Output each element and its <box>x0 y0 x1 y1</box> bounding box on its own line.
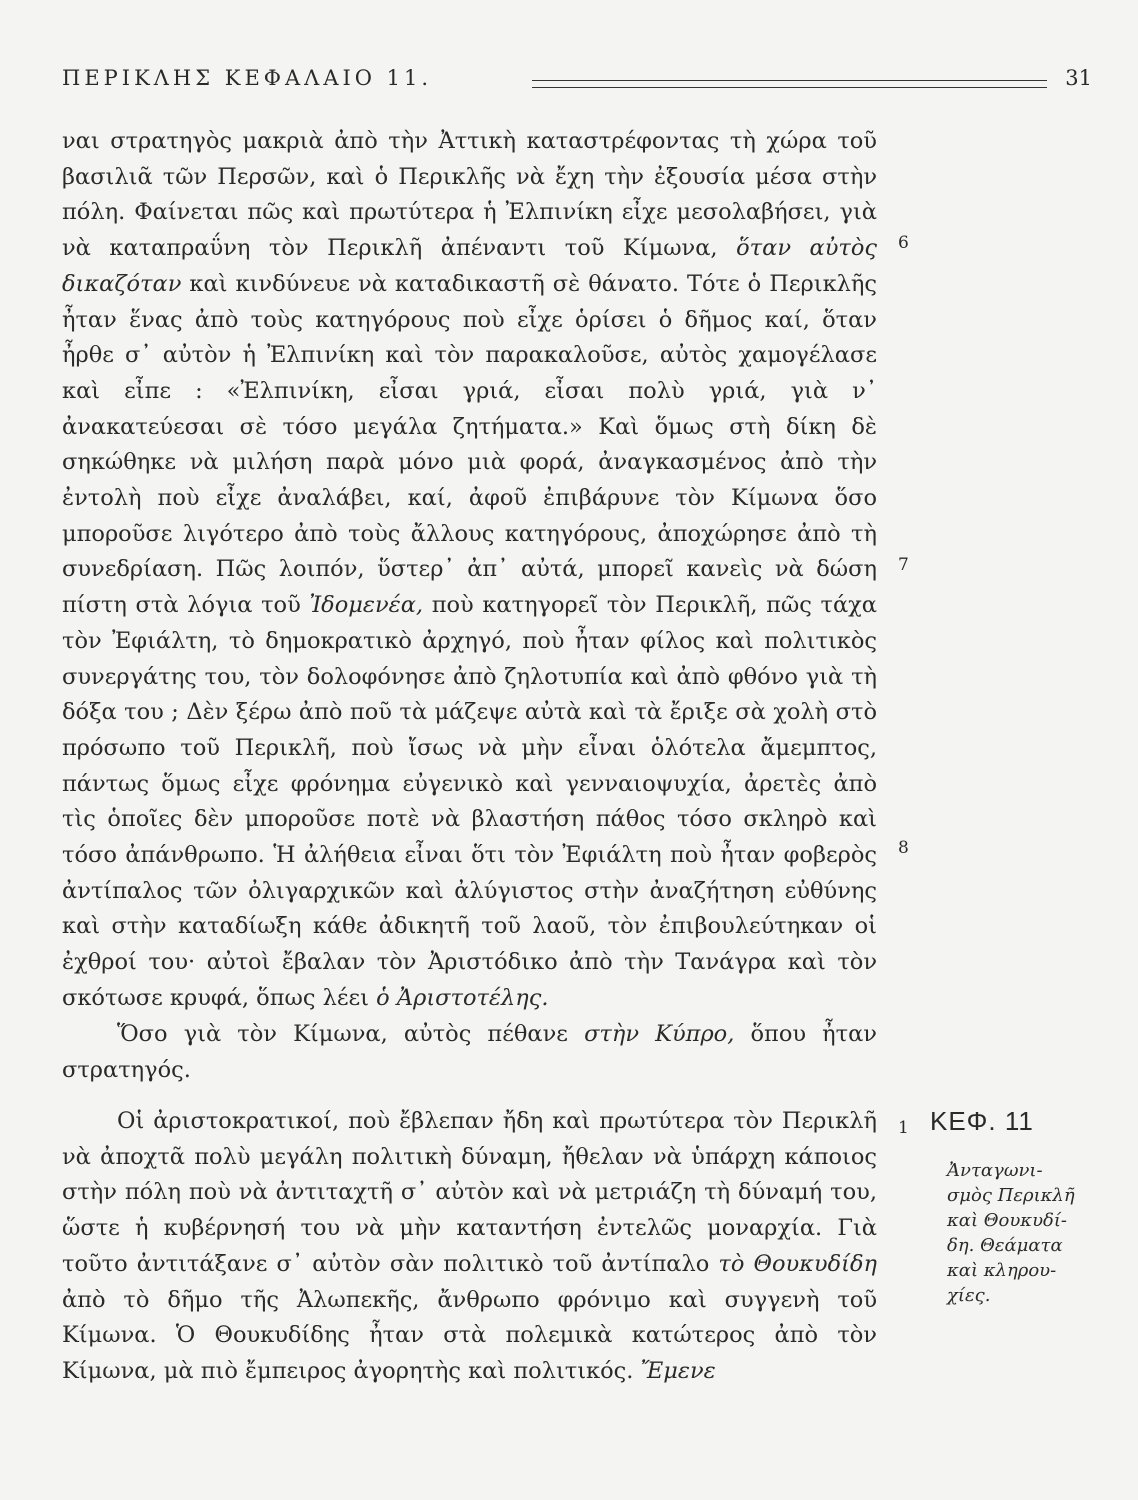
text-run: ἀπὸ τὸ δῆμο τῆς Ἀλωπεκῆς, ἄνθρωπο φρόνιμο καὶ συγγενὴ τοῦ Κίμωνα. Ὁ Θουκυδίδης ἦταν στὰ πολεμικὰ κατώτερος ἀπὸ τὸν Κίμωνα, μὰ πιὸ ἔμπειρος ἀγορητὴς καὶ πολιτικός. <box>62 1286 877 1384</box>
sidenote-text <box>947 1158 1097 1308</box>
margin-number: 8 <box>898 838 909 858</box>
italic-name: ὁ Ἀριστοτέλης. <box>376 984 549 1011</box>
italic-name: Ἰδομενέα, <box>309 592 424 619</box>
text-run: Οἱ ἀριστοκρατικοί, ποὺ ἔβλεπαν ἤδη καὶ πρωτύτερα τὸν Περικλῆ νὰ ἀποχτᾶ πολὺ μεγάλη πολιτικὴ δύναμη, ἤθελαν νὰ ὑπάρχη κάποιος στὴν πόλη ποὺ νὰ ἀντιταχτῆ σ᾽ αὐτὸν καὶ νὰ μετριάζη τὴ δύναμή του, ὥστε ἡ κυβέρνησή του νὰ μὴν καταντήση ἐντελῶς μοναρχία. Γιὰ τοῦτο ἀντιτάξανε σ᾽ αὐτὸν σὰν πολιτικὸ τοῦ ἀντίπαλο <box>62 1108 877 1277</box>
text-run: ποὺ κατηγορεῖ τὸν Περικλῆ, πῶς τάχα τὸν Ἐφιάλτη, τὸ δημοκρατικὸ ἀρχηγό, ποὺ ἦταν φίλος καὶ πολιτικὸς συνεργάτης του, τὸν δολοφόνησε ἀπὸ ζηλοτυπία καὶ ἀπὸ φθόνο γιὰ τὴ δόξα του ; Δὲν ξέρω ἀπὸ ποῦ τὰ μάζεψε αὐτὰ καὶ τὰ ἔριξε σὰ χολὴ στὸ πρόσωπο τοῦ Περικλῆ, ποὺ ἴσως νὰ μὴν εἶναι ὁλότελα ἄμεμπτος, πάντως ὅμως εἶχε φρόνημα εὐγενικὸ καὶ γενναιοψυχία, ἀρετὲς ἀπὸ τὶς ὁποῖες δὲν μποροῦσε ποτὲ νὰ βλαστήση πάθος τόσο σκληρὸ καὶ τόσο ἀπάνθρωπο. Ἡ ἀλήθεια εἶναι ὅτι τὸν Ἐφιάλτη ποὺ ἦταν φοβερὸς ἀντίπαλος τῶν ὀλιγαρχικῶν καὶ ἀλύγιστος στὴν ἀναζήτηση εὐθύνης καὶ στὴν καταδίωξη κάθε ἀδικητῆ τοῦ λαοῦ, τὸν ἐπιβουλεύτηκαν οἱ ἐχθροί του· αὐτοὶ ἔβαλαν τὸν Ἀριστόδικο ἀπὸ τὴν Τανάγρα καὶ τὸν σκότωσε κρυφά, ὅπως λέει <box>62 592 878 1011</box>
italic-phrase: ὅταν αὐτὸς δικαζόταν <box>62 235 877 297</box>
sidenote-line: σμὸς Περικλῆ <box>947 1185 1075 1206</box>
running-header <box>62 66 1092 100</box>
sidenote-line: καὶ Θουκυδί- <box>947 1210 1067 1231</box>
page-number: 31 <box>1065 66 1092 90</box>
italic-phrase: στὴν Κύπρο, <box>584 1021 735 1047</box>
paragraph-3 <box>62 1104 877 1390</box>
text-run: ναι στρατηγὸς μακριὰ ἀπὸ τὴν Ἀττικὴ καταστρέφοντας τὴ χώρα τοῦ βασιλιᾶ τῶν Περσῶν, καὶ ὁ Περικλῆς νὰ ἔχη τὴν ἐξουσία μέσα στὴν πόλη. Φαίνεται πῶς καὶ πρωτύτερα ἡ Ἐλπινίκη εἶχε μεσολαβήσει, γιὰ νὰ καταπραΰνη τὸν Περικλῆ ἀπέναντι τοῦ Κίμωνα, <box>62 128 877 262</box>
sidenote-line: δη. Θεάματα <box>947 1235 1063 1256</box>
header-double-rule <box>532 80 1047 88</box>
sidenote-line: Ἀνταγωνι- <box>947 1160 1043 1181</box>
italic-name: τὸ Θουκυδίδη <box>718 1250 877 1277</box>
running-title: ΠΕΡΙΚΛΗΣ ΚΕΦΑΛΑΙΟ 11. <box>62 66 433 90</box>
margin-number: 6 <box>898 233 909 253</box>
italic-word: Ἔμενε <box>640 1357 716 1384</box>
text-run: ὅπου ἦταν στρατηγός. <box>62 1021 877 1083</box>
paragraph-1 <box>62 124 877 1017</box>
paragraph-2 <box>62 1017 877 1088</box>
sidenote-title: ΚΕΦ. 11 <box>930 1106 1034 1136</box>
margin-number: 7 <box>898 555 909 575</box>
text-run: Ὅσο γιὰ τὸν Κίμωνα, αὐτὸς πέθανε <box>117 1021 585 1047</box>
sidenote-line: χίες. <box>947 1285 991 1306</box>
text-run: καὶ κινδύνευε νὰ καταδικαστῆ σὲ θάνατο. Τότε ὁ Περικλῆς ἦταν ἕνας ἀπὸ τοὺς κατηγόρους ποὺ εἶχε ὁρίσει ὁ δῆμος καί, ὅταν ἦρθε σ᾽ αὐτὸν ἡ Ἐλπινίκη καὶ τὸν παρακαλοῦσε, αὐτὸς χαμογέλασε καὶ εἶπε : «Ἐλπινίκη, εἶσαι γριά, εἶσαι πολὺ γριά, γιὰ ν᾽ ἀνακατεύεσαι σὲ τόσο μεγάλα ζητήματα.» Καὶ ὅμως στὴ δίκη δὲ σηκώθηκε νὰ μιλήση παρὰ μόνο μιὰ φορά, ἀναγκασμένος ἀπὸ τὴν ἐντολὴ ποὺ εἶχε ἀναλάβει, καί, ἀφοῦ ἐπιβάρυνε τὸν Κίμωνα ὅσο μποροῦσε λιγότερο ἀπὸ τοὺς ἄλλους κατηγόρους, ἀποχώρησε ἀπὸ τὴ συνεδρίαση. Πῶς λοιπόν, ὕστερ᾽ ἀπ᾽ αὐτά, μπορεῖ κανεὶς νὰ δώση πίστη στὰ λόγια τοῦ <box>62 270 877 619</box>
sidenote-line: καὶ κληρου- <box>947 1260 1057 1281</box>
margin-number: 1 <box>898 1118 909 1138</box>
